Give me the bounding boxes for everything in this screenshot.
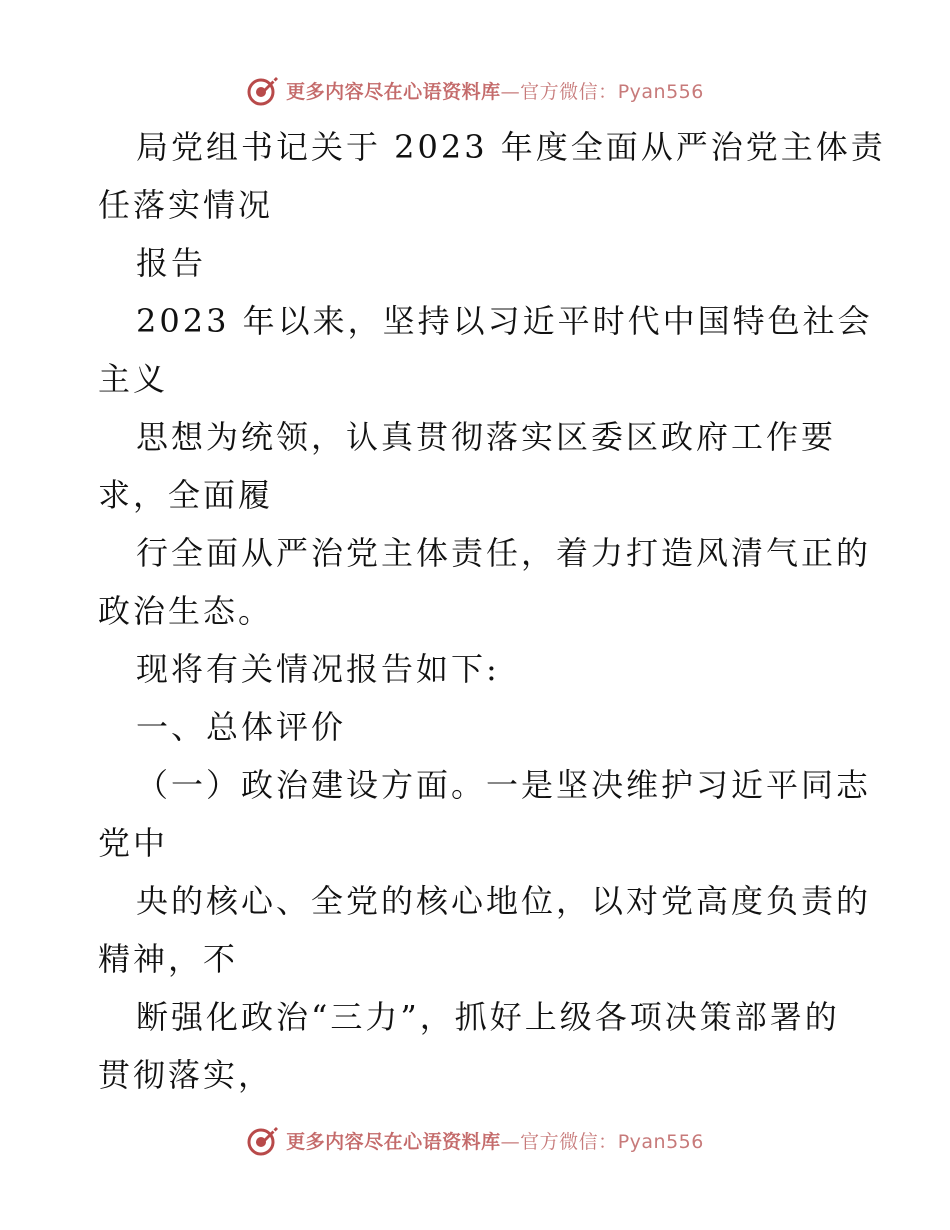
doc-title-line-3: 报告 xyxy=(136,244,207,282)
doc-text-line: 断强化政治“三力”，抓好上级各项决策部署的 xyxy=(136,998,840,1036)
doc-text-line: 党中 xyxy=(98,824,169,862)
doc-text-line: 贯彻落实， xyxy=(98,1056,274,1094)
watermark-official: 官方微信： xyxy=(520,80,618,103)
watermark-brand: 更多内容尽在心语资料库 xyxy=(286,1130,501,1153)
doc-text-line: 2023 年以来，坚持以习近平时代中国特色社会 xyxy=(136,302,873,340)
doc-text-line: 央的核心、全党的核心地位，以对党高度负责的 xyxy=(136,882,872,920)
doc-text-line: 现将有关情况报告如下: xyxy=(136,650,500,688)
doc-text-line: 思想为统领，认真贯彻落实区委区政府工作要 xyxy=(136,418,837,456)
doc-text-line: （一）政治建设方面。一是坚决维护习近平同志 xyxy=(136,766,872,804)
header-watermark xyxy=(0,70,950,110)
watermark-separator: — xyxy=(500,1130,521,1153)
doc-title-line-2: 任落实情况 xyxy=(98,186,274,224)
pen-logo-icon xyxy=(246,73,280,107)
watermark-wechat-id: Pyan556 xyxy=(617,1130,704,1153)
doc-text-line: 行全面从严治党主体责任，着力打造风清气正的 xyxy=(136,534,872,572)
doc-title-line-1: 局党组书记关于 2023 年度全面从严治党主体责 xyxy=(136,128,886,166)
section-heading: 一、总体评价 xyxy=(136,708,347,746)
watermark-separator: — xyxy=(500,80,521,103)
watermark-text xyxy=(286,1127,704,1154)
doc-text-line: 求，全面履 xyxy=(98,476,274,514)
watermark-text xyxy=(286,77,704,104)
pen-logo-icon xyxy=(246,1123,280,1157)
doc-text-line: 精神，不 xyxy=(98,940,239,978)
doc-text-line: 政治生态。 xyxy=(98,592,274,630)
watermark-brand: 更多内容尽在心语资料库 xyxy=(286,80,501,103)
document-body xyxy=(98,118,886,1104)
watermark-official: 官方微信： xyxy=(520,1130,618,1153)
doc-text-line: 主义 xyxy=(98,360,169,398)
footer-watermark xyxy=(0,1120,950,1160)
watermark-wechat-id: Pyan556 xyxy=(617,80,704,103)
